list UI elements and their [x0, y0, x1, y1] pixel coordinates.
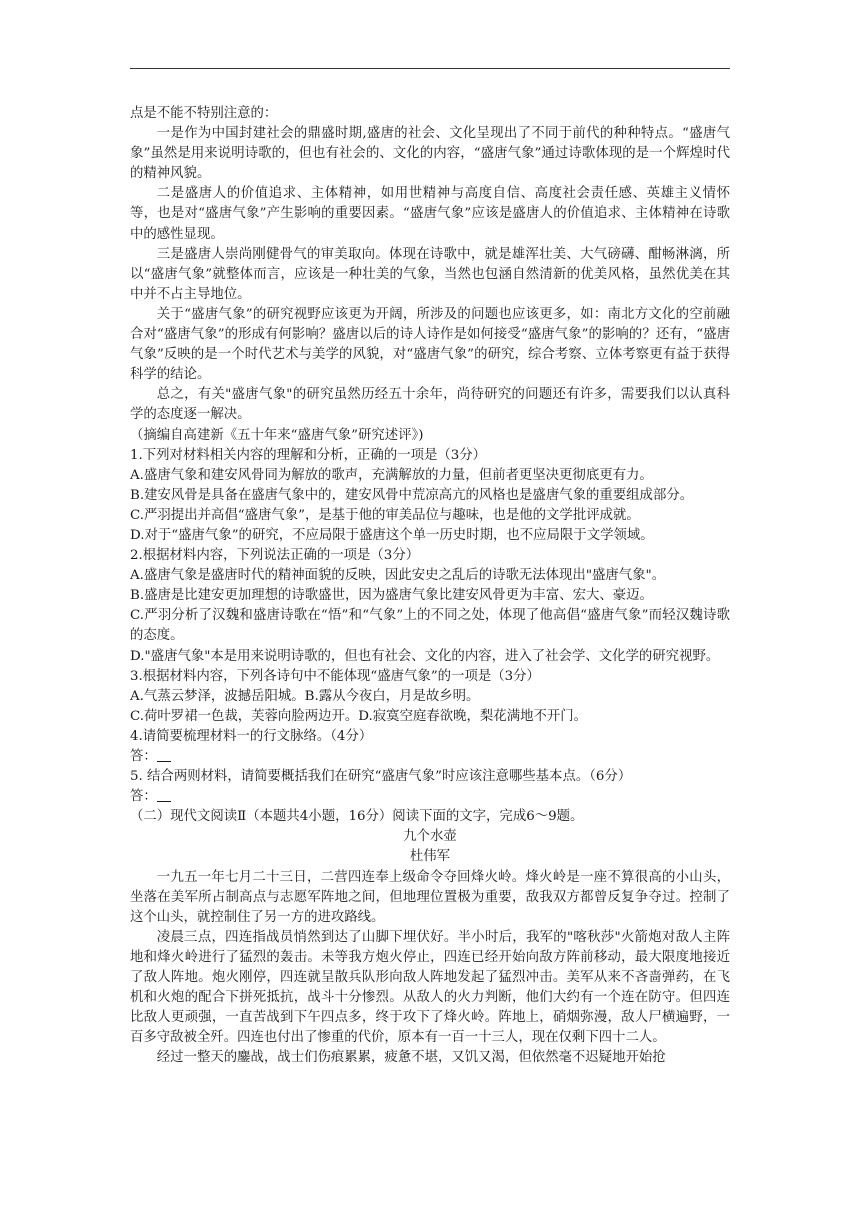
text-paragraph — [130, 426, 730, 446]
paragraph-text: 点是不能不特别注意的： — [130, 106, 278, 121]
text-paragraph — [130, 566, 730, 586]
text-paragraph — [130, 184, 730, 244]
centered-heading — [130, 847, 730, 867]
answer-blank[interactable] — [157, 748, 171, 762]
text-paragraph — [130, 747, 730, 767]
paragraph-text: B.盛唐是比建安更加理想的诗歌盛世，因为盛唐气象比建安风骨更为丰富、宏大、豪迈。 — [130, 588, 653, 604]
text-paragraph — [130, 506, 730, 526]
paragraph-text: （二）现代文阅读Ⅱ（本题共4小题，16分）阅读下面的文字，完成6～9题。 — [130, 809, 584, 825]
paragraph-text: 一九五一年七月二十三日，二营四连奉上级命令夺回烽火岭。烽火岭是一座不算很高的小山头，坐落在美军所占制高点与志愿军阵地之间，但地理位置极为重要，敌我双方都曾反复争夺过。控制了这个山头，就控制住了另一方的进攻路线。 — [130, 869, 730, 925]
centered-heading — [130, 827, 730, 847]
paragraph-text: 1.下列对材料相关内容的理解和分析，正确的一项是（3分） — [130, 447, 487, 463]
paragraph-text: A.盛唐气象是盛唐时代的精神面貌的反映，因此安史之乱后的诗歌无法体现出"盛唐气象"。 — [130, 568, 666, 584]
paragraph-text: 九个水壶 — [403, 829, 457, 845]
paragraph-text: 答： — [130, 749, 157, 764]
paragraph-text: 5. 结合两则材料，请简要概括我们在研究“盛唐气象”时应该注意哪些基本点。（6分） — [130, 769, 632, 785]
paragraph-text: 答： — [130, 789, 157, 805]
text-paragraph — [130, 767, 730, 787]
text-paragraph — [130, 546, 730, 566]
text-paragraph — [130, 385, 730, 425]
document-body — [130, 104, 730, 1069]
text-paragraph — [130, 305, 730, 385]
text-paragraph — [130, 807, 730, 827]
paragraph-text: A.盛唐气象和建安风骨同为解放的歌声，充满解放的力量，但前者更坚决更彻底更有力。 — [130, 467, 653, 483]
text-paragraph — [130, 787, 730, 807]
paragraph-text: 经过一整天的鏖战，战士们伤痕累累，疲惫不堪，又饥又渴，但依然毫不迟疑地开始抢 — [156, 1050, 666, 1066]
paragraph-text: B.建安风骨是具备在盛唐气象中的，建安风骨中荒凉高亢的风格也是盛唐气象的重要组成部分。 — [130, 487, 694, 503]
text-paragraph — [130, 245, 730, 305]
text-paragraph — [130, 586, 730, 606]
text-paragraph — [130, 667, 730, 687]
paragraph-text: 2.根据材料内容，下列说法正确的一项是（3分） — [130, 548, 420, 564]
text-paragraph — [130, 486, 730, 506]
text-paragraph — [130, 868, 730, 928]
text-paragraph — [130, 647, 730, 667]
paragraph-text: 三是盛唐人崇尚刚健骨气的审美取向。体现在诗歌中，就是雄浑壮美、大气磅礴、酣畅淋漓，所以“盛唐气象”就整体而言，应该是一种壮美的气象，当然也包涵自然清新的优美风格，虽然优美在其中并不占主导地位。 — [130, 246, 730, 302]
paragraph-text: 4.请简要梳理材料一的行文脉络。（4分） — [130, 728, 373, 744]
text-paragraph — [130, 928, 730, 1049]
paragraph-text: C.荷叶罗裙一色裁，芙蓉向脸两边开。D.寂寞空庭春欲晚，梨花满地不开门。 — [130, 708, 588, 724]
text-paragraph — [130, 687, 730, 707]
text-paragraph — [130, 446, 730, 466]
paragraph-text: 二是盛唐人的价值追求、主体精神，如用世精神与高度自信、高度社会责任感、英雄主义情怀等，也是对“盛唐气象”产生影响的重要因素。“盛唐气象”应该是盛唐人的价值追求、主体精神在诗歌中的感性显现。 — [130, 186, 730, 242]
text-paragraph — [130, 104, 730, 124]
paragraph-text: D.对于“盛唐气象”的研究，不应局限于盛唐这个单一历史时期，也不应局限于文学领域。 — [130, 527, 654, 543]
paragraph-text: 3.根据材料内容，下列各诗句中不能体现“盛唐气象”的一项是（3分） — [130, 668, 540, 684]
text-paragraph — [130, 727, 730, 747]
paragraph-text: 总之，有关"盛唐气象"的研究虽然历经五十余年，尚待研究的问题还有许多，需要我们以认真科学的态度逐一解决。 — [130, 387, 730, 423]
paragraph-text: （摘编自高建新《五十年来“盛唐气象”研究述评》) — [130, 427, 424, 443]
text-paragraph — [130, 526, 730, 546]
text-paragraph — [130, 124, 730, 184]
text-paragraph — [130, 707, 730, 727]
paragraph-text: 关于“盛唐气象”的研究视野应该更为开阔，所涉及的问题也应该更多，如：南北方文化的空前融合对“盛唐气象”的形成有何影响？盛唐以后的诗人诗作是如何接受“盛唐气象”的影响的？还有，“盛唐气象”反映的是一个时代艺术与美学的风貌，对“盛唐气象”的研究，综合考察、立体考察更有益于获得科学的结论。 — [130, 306, 730, 383]
text-paragraph — [130, 1048, 730, 1068]
paragraph-text: C.严羽分析了汉魏和盛唐诗歌在“悟”和“气象”上的不同之处，体现了他高倡“盛唐气象”而轻汉魏诗歌的态度。 — [130, 608, 730, 644]
text-paragraph — [130, 466, 730, 486]
paragraph-text: 凌晨三点，四连指战员悄然到达了山脚下埋伏好。半小时后，我军的"喀秋莎"火箭炮对敌人主阵地和烽火岭进行了猛烈的轰击。未等我方炮火停止，四连已经开始向敌方阵前移动，最大限度地接近了敌人阵地。炮火刚停，四连就呈散兵队形向敌人阵地发起了猛烈冲击。美军从来不吝啬弹药，在飞机和火炮的配合下拼死抵抗，战斗十分惨烈。从敌人的火力判断，他们大约有一个连在防守。但四连比敌人更顽强，一直苦战到下午四点多，终于攻下了烽火岭。阵地上，硝烟弥漫，敌人尸横遍野，一百多守敌被全歼。四连也付出了惨重的代价，原本有一百一十三人，现在仅剩下四十二人。 — [130, 929, 730, 1046]
paragraph-text: D."盛唐气象"本是用来说明诗歌的，但也有社会、文化的内容，进入了社会学、文化学的研究视野。 — [130, 648, 720, 664]
header-rule — [130, 68, 730, 69]
paragraph-text: 一是作为中国封建社会的鼎盛时期,盛唐的社会、文化呈现出了不同于前代的种种特点。“盛唐气象”虽然是用来说明诗歌的，但也有社会的、文化的内容，“盛唐气象”通过诗歌体现的是一个辉煌时代的精神风貌。 — [130, 126, 730, 182]
answer-blank[interactable] — [157, 788, 171, 802]
paragraph-text: C.严羽提出并高倡“盛唐气象”，是基于他的审美品位与趣味，也是他的文学批评成就。 — [130, 507, 640, 523]
paragraph-text: A.气蒸云梦泽，波撼岳阳城。B.露从今夜白，月是故乡明。 — [130, 688, 480, 704]
text-paragraph — [130, 606, 730, 646]
paragraph-text: 杜伟军 — [409, 849, 451, 865]
